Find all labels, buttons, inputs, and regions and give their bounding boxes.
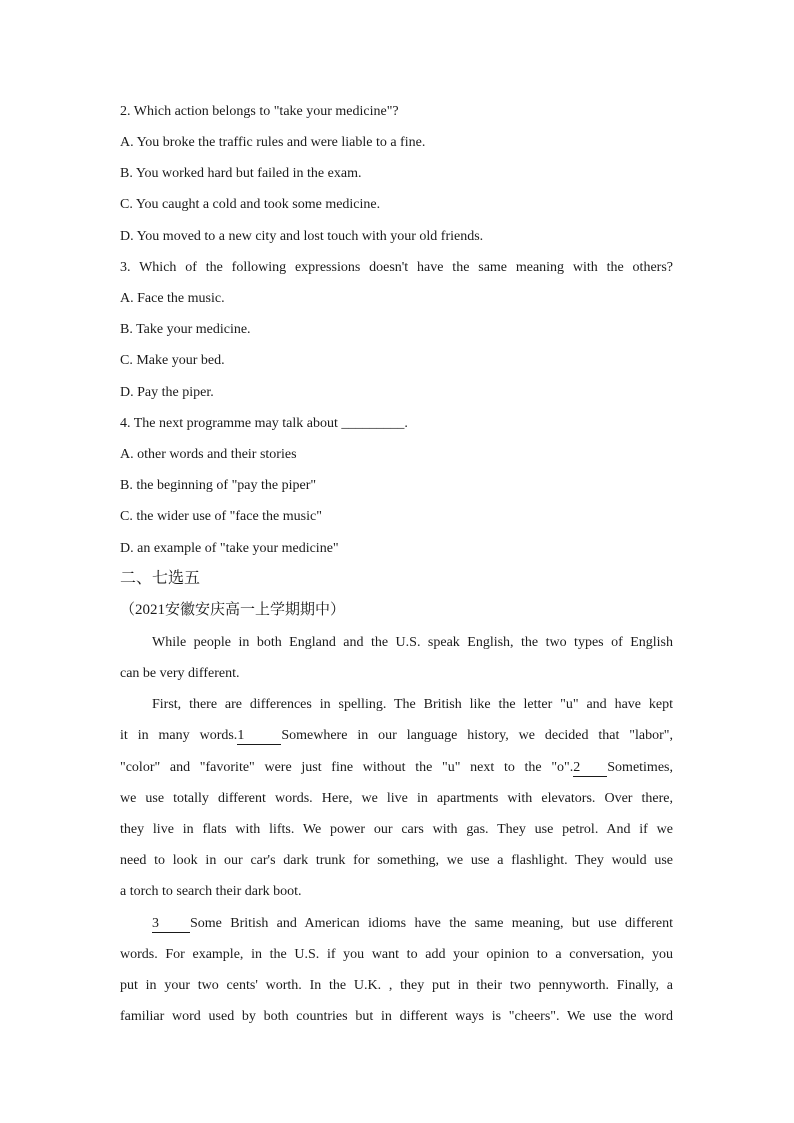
question-2-stem: 2. Which action belongs to "take your medicine"? bbox=[120, 104, 399, 119]
passage-p3-line-1 bbox=[152, 915, 673, 933]
question-4-option-b: B. the beginning of "pay the piper" bbox=[120, 478, 317, 493]
passage-p2-line-2-end: Somewhere in our language history, we decided that "labor", bbox=[281, 728, 673, 743]
passage-p1-line-2: can be very different. bbox=[120, 666, 240, 681]
blank-1: 1 bbox=[237, 728, 281, 745]
passage-p2-line-4: we use totally different words. Here, we live in apartments with elevators. Over there, bbox=[120, 791, 673, 806]
question-4-stem: 4. The next programme may talk about _________. bbox=[120, 416, 408, 431]
blank-3: 3 bbox=[152, 916, 190, 933]
section-heading: 二、七选五 bbox=[120, 570, 201, 587]
passage-p3-line-3: put in your two cents' worth. In the U.K. , they put in their two pennyworth. Finally, a bbox=[120, 978, 673, 993]
passage-p2-line-2-start: it in many words. bbox=[120, 728, 238, 743]
passage-p2-line-1: First, there are differences in spelling. The British like the letter "u" and have kept bbox=[152, 697, 673, 712]
question-3-option-b: B. Take your medicine. bbox=[120, 322, 251, 337]
question-4-option-a: A. other words and their stories bbox=[120, 447, 297, 462]
passage-p2-line-2 bbox=[120, 727, 673, 745]
passage-p2-line-7: a torch to search their dark boot. bbox=[120, 884, 302, 899]
question-2-option-b: B. You worked hard but failed in the exam. bbox=[120, 166, 362, 181]
passage-p3-line-1-text: Some British and American idioms have the same meaning, but use different bbox=[190, 916, 673, 931]
question-3-option-d: D. Pay the piper. bbox=[120, 385, 214, 400]
passage-p3-line-2: words. For example, in the U.S. if you want to add your opinion to a conversation, you bbox=[120, 947, 673, 962]
question-3-option-a: A. Face the music. bbox=[120, 291, 225, 306]
question-4-option-c: C. the wider use of "face the music" bbox=[120, 509, 322, 524]
question-3-option-c: C. Make your bed. bbox=[120, 353, 225, 368]
passage-p2-line-6: need to look in our car's dark trunk for something, we use a flashlight. They would use bbox=[120, 853, 673, 868]
passage-p2-line-3 bbox=[120, 759, 673, 777]
passage-p2-line-3-end: Sometimes, bbox=[607, 760, 673, 775]
passage-p2-line-3-start: "color" and "favorite" were just fine without the "u" next to the "o". bbox=[120, 760, 574, 775]
passage-source: （2021安徽安庆高一上学期期中） bbox=[120, 602, 346, 618]
question-2-option-c: C. You caught a cold and took some medicine. bbox=[120, 197, 381, 212]
passage-p2-line-5: they live in flats with lifts. We power our cars with gas. They use petrol. And if we bbox=[120, 822, 673, 837]
question-2-option-a: A. You broke the traffic rules and were liable to a fine. bbox=[120, 135, 426, 150]
passage-p3-line-4: familiar word used by both countries but in different ways is "cheers". We use the word bbox=[120, 1009, 673, 1024]
blank-2: 2 bbox=[573, 760, 607, 777]
question-4-option-d: D. an example of "take your medicine" bbox=[120, 541, 339, 556]
question-3-stem: 3. Which of the following expressions doesn't have the same meaning with the others? bbox=[120, 260, 673, 275]
passage-p1-line-1: While people in both England and the U.S. speak English, the two types of English bbox=[152, 635, 673, 650]
question-2-option-d: D. You moved to a new city and lost touch with your old friends. bbox=[120, 229, 484, 244]
